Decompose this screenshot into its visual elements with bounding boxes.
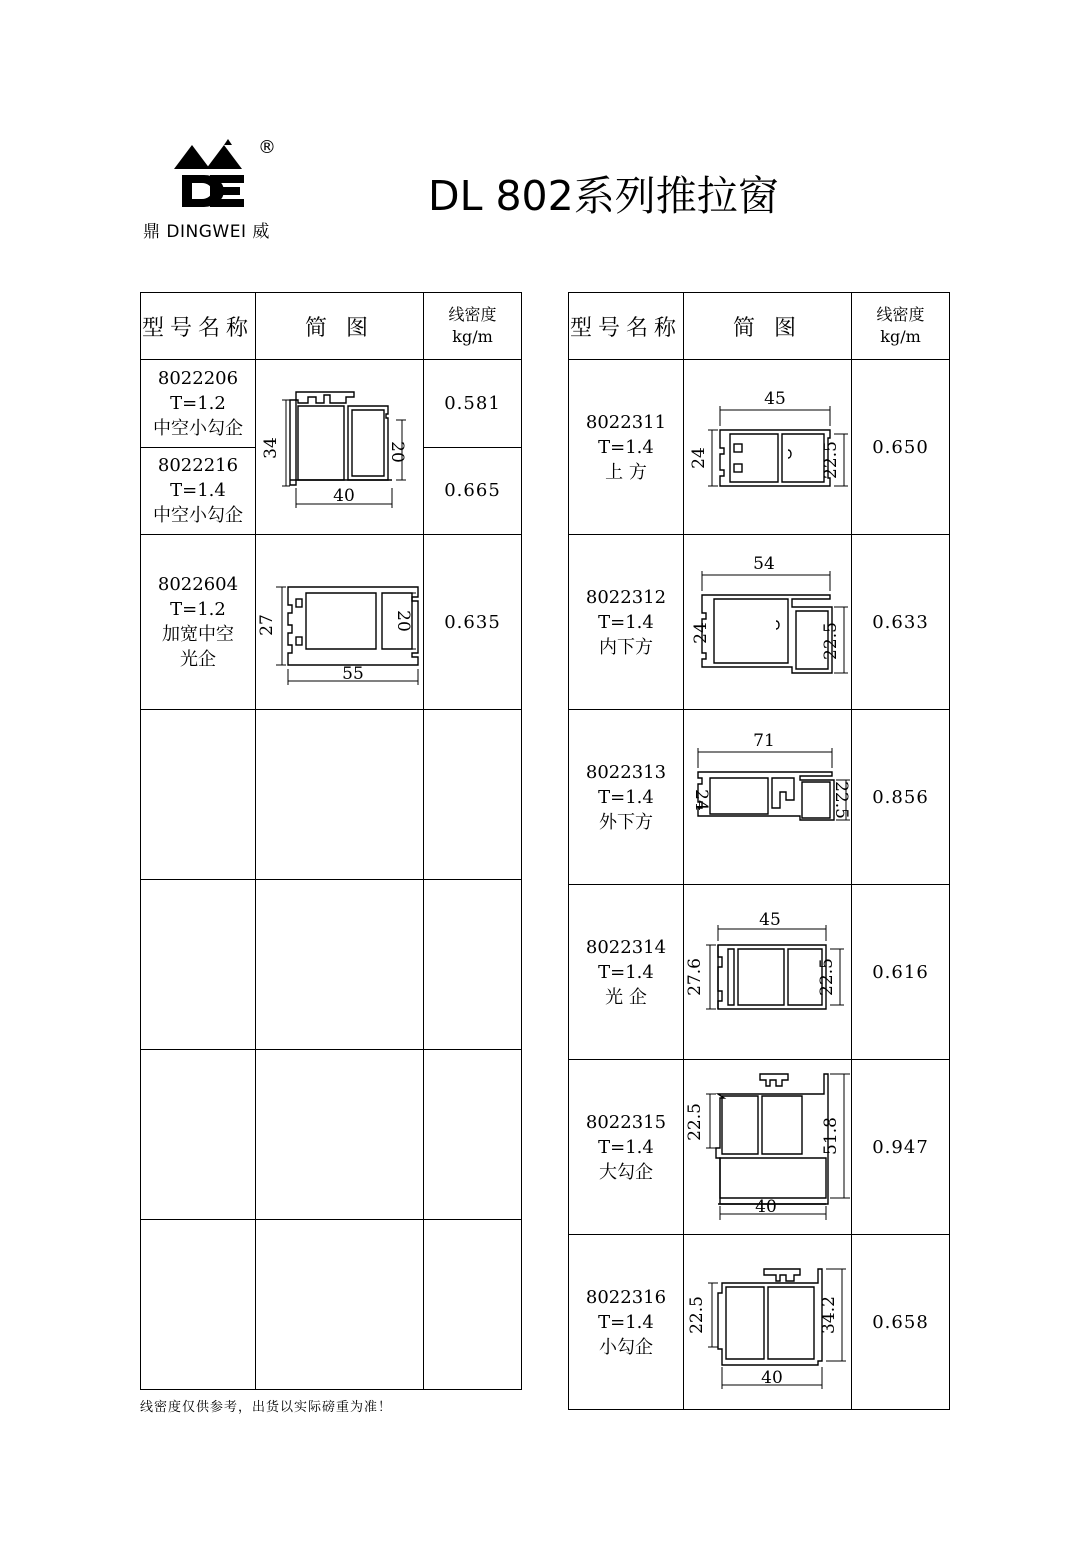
dim-inner: 20 [387, 441, 407, 463]
model-cell [569, 360, 684, 535]
brand-name: DINGWEI [166, 222, 247, 242]
model-code: 8022216 [157, 455, 239, 477]
dim-inner: 22.5 [817, 958, 837, 996]
header-density-label: 线密度 [448, 305, 497, 324]
profile-drawing [684, 535, 852, 705]
model-cell [141, 360, 256, 448]
header-density-unit: kg/m [452, 327, 493, 346]
model-cell [141, 447, 256, 535]
dim-width: 45 [764, 389, 786, 409]
model-thickness: T=1.4 [598, 1311, 654, 1333]
density-value: 0.658 [852, 1235, 950, 1410]
dim-width: 40 [333, 486, 355, 506]
profile-drawing [684, 885, 852, 1055]
profile-drawing [256, 360, 424, 530]
density-value: 0.947 [852, 1060, 950, 1235]
dim-inner: 22.5 [821, 622, 841, 660]
profile-drawing [684, 360, 852, 530]
dim-height: 34 [261, 437, 281, 459]
dim-height: 27 [257, 614, 277, 636]
model-cell [569, 885, 684, 1060]
model-desc: 内下方 [599, 636, 653, 658]
model-cell [569, 1060, 684, 1235]
profile-drawing [684, 710, 852, 880]
empty-row [141, 1050, 522, 1220]
profile-figure-cell [684, 885, 852, 1060]
model-thickness: T=1.2 [170, 392, 226, 414]
left-spec-table [140, 292, 522, 1390]
model-desc: 大勾企 [599, 1161, 653, 1183]
density-value: 0.635 [424, 535, 522, 710]
profile-drawing [256, 535, 424, 705]
dim-inner: 20 [393, 610, 413, 632]
density-value: 0.581 [424, 360, 522, 448]
model-thickness: T=1.4 [170, 480, 226, 502]
model-desc: 外下方 [599, 811, 653, 833]
model-thickness: T=1.4 [598, 961, 654, 983]
dim-height: 24 [691, 622, 711, 644]
density-value: 0.616 [852, 885, 950, 1060]
model-code: 8022315 [585, 1111, 667, 1133]
density-value: 0.856 [852, 710, 950, 885]
dim-height: 24 [689, 447, 709, 469]
brand-line [143, 217, 270, 242]
dim-width: 54 [753, 554, 775, 574]
header-name: 型号名称 [569, 293, 684, 360]
dim-width: 45 [759, 910, 781, 930]
profile-drawing [684, 1235, 852, 1405]
right-spec-table [568, 292, 950, 1410]
header-density [424, 293, 522, 360]
brand-logo [140, 135, 300, 245]
density-value: 0.665 [424, 447, 522, 535]
empty-row [141, 1220, 522, 1390]
model-cell [141, 535, 256, 710]
header-name: 型号名称 [141, 293, 256, 360]
model-code: 8022313 [585, 761, 667, 783]
dim-width: 71 [753, 731, 775, 751]
profile-figure-cell [684, 710, 852, 885]
model-code: 8022206 [157, 367, 239, 389]
model-code: 8022312 [585, 586, 667, 608]
model-thickness: T=1.4 [598, 1136, 654, 1158]
model-thickness: T=1.2 [170, 599, 226, 620]
empty-row [141, 710, 522, 880]
model-desc: 中空小勾企 [153, 505, 243, 527]
model-cell [569, 710, 684, 885]
header-density-unit: kg/m [880, 327, 921, 346]
profile-figure-cell [684, 535, 852, 710]
header-density-label: 线密度 [876, 305, 925, 324]
density-value: 0.633 [852, 535, 950, 710]
dim-inner: 22.5 [821, 441, 841, 479]
header-figure: 简 图 [256, 293, 424, 360]
header-density [852, 293, 950, 360]
profile-figure-cell [684, 1060, 852, 1235]
dim-inner: 22.5 [687, 1296, 707, 1334]
model-desc: 上 方 [605, 461, 647, 483]
dim-inner: 22.5 [685, 1103, 705, 1141]
model-code: 8022314 [585, 936, 667, 958]
model-desc: 中空小勾企 [153, 417, 243, 439]
profile-figure-cell [684, 1235, 852, 1410]
footer-note: 线密度仅供参考，出货以实际磅重为准！ [140, 1400, 393, 1415]
model-code: 8022604 [157, 574, 239, 595]
density-value: 0.650 [852, 360, 950, 535]
model-desc: 小勾企 [599, 1336, 653, 1358]
registered-mark: ® [258, 137, 276, 158]
model-code: 8022316 [585, 1286, 667, 1308]
model-desc: 加宽中空 [162, 624, 234, 645]
dim-height: 27.6 [685, 958, 705, 996]
model-thickness: T=1.4 [598, 786, 654, 808]
dim-height: 34.2 [819, 1296, 839, 1334]
model-thickness: T=1.4 [598, 611, 654, 633]
model-desc-2: 光企 [180, 649, 216, 670]
header-figure: 简 图 [684, 293, 852, 360]
model-cell [569, 535, 684, 710]
dim-height: 51.8 [821, 1117, 841, 1155]
dim-width: 55 [342, 664, 364, 684]
model-desc: 光 企 [605, 986, 647, 1008]
brand-left-char: 鼎 [143, 222, 161, 242]
dim-height: 24 [691, 789, 711, 811]
dim-width: 40 [761, 1368, 783, 1388]
profile-figure-cell [256, 360, 424, 535]
model-thickness: T=1.4 [598, 436, 654, 458]
page-title: DL 802系列推拉窗 [428, 172, 779, 220]
dingwei-logo-icon [140, 135, 300, 215]
brand-right-char: 威 [252, 222, 270, 242]
profile-figure-cell [256, 535, 424, 710]
dim-width: 40 [755, 1197, 777, 1217]
empty-row [141, 880, 522, 1050]
profile-figure-cell [684, 360, 852, 535]
profile-drawing [684, 1060, 852, 1230]
model-code: 8022311 [585, 411, 667, 433]
model-cell [569, 1235, 684, 1410]
dim-inner: 22.5 [831, 781, 851, 819]
